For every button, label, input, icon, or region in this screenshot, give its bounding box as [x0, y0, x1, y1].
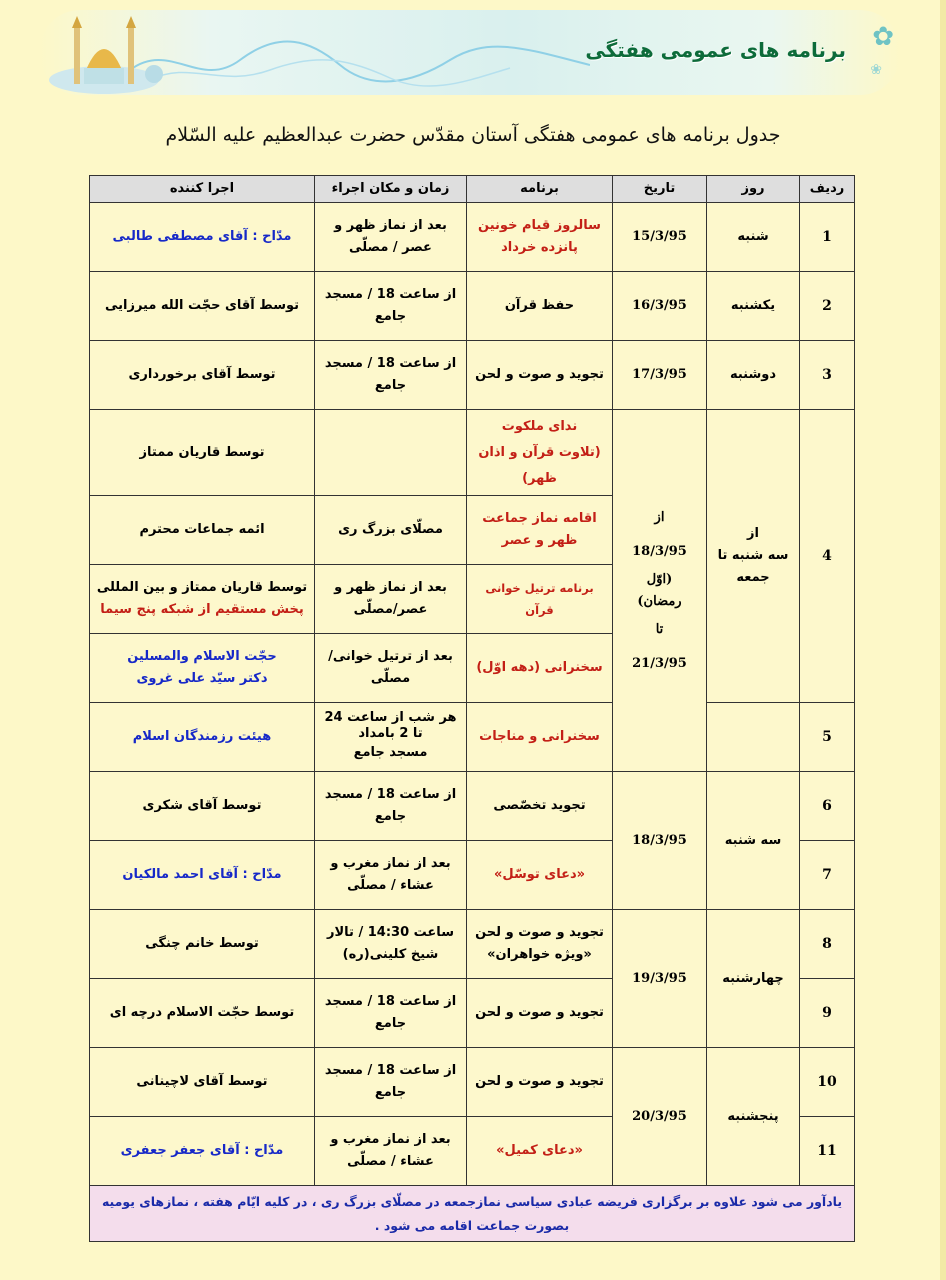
program-cell: تجوید و صوت و لحن: [467, 979, 613, 1048]
performer-line: توسط قاریان ممتاز و بین المللی: [96, 580, 308, 595]
row-number: 4: [800, 410, 855, 703]
row-number: 7: [800, 841, 855, 910]
time-place-cell: از ساعت 18 / مسجد جامع: [315, 341, 467, 410]
day-cell: یکشنبه: [707, 272, 800, 341]
program-line: ندای ملکوت: [501, 418, 578, 434]
performer-cell: ائمه جماعات محترم: [90, 496, 315, 565]
date-line: (اوّل: [646, 571, 673, 587]
date-cell: [613, 410, 707, 772]
row-number: 6: [800, 772, 855, 841]
footer-row: [90, 1186, 855, 1242]
day-cell: [707, 703, 800, 772]
date-line: 18/3/95: [632, 543, 687, 559]
performer-cell: مدّاح : آقای احمد مالکیان: [90, 841, 315, 910]
day-cell: چهارشنبه: [707, 910, 800, 1048]
performer-cell: مدّاح : آقای مصطفی طالبی: [90, 203, 315, 272]
time-line: هر شب از ساعت 24 تا 2 بامداد: [324, 710, 457, 741]
page-edge-stripe: [940, 0, 946, 1280]
row-number: 11: [800, 1117, 855, 1186]
footer-note: یادآور می شود علاوه بر برگزاری فریضه عبادی سیاسی نمازجمعه در مصلّای بزرگ ری ، در کلیه ایّام هفته ، نمازهای یومیه بصورت جماعت اقامه می شود .: [90, 1186, 855, 1242]
row-number: 10: [800, 1048, 855, 1117]
table-row: [90, 203, 855, 272]
time-place-cell: [315, 703, 467, 772]
program-cell: تجوید تخصّصی: [467, 772, 613, 841]
table-row: [90, 910, 855, 979]
table-row: [90, 410, 855, 496]
day-cell: دوشنبه: [707, 341, 800, 410]
decorative-swirl: [130, 30, 590, 90]
program-cell: تجوید و صوت و لحن: [467, 341, 613, 410]
day-line: از: [747, 526, 759, 541]
performer-cell: توسط خانم چنگی: [90, 910, 315, 979]
program-line: (تلاوت قرآن و اذان ظهر): [478, 444, 601, 486]
program-cell: «دعای توسّل»: [467, 841, 613, 910]
flower-ornament-icon: ✿: [872, 22, 894, 52]
date-cell: 19/3/95: [613, 910, 707, 1048]
time-place-cell: از ساعت 18 / مسجد جامع: [315, 979, 467, 1048]
time-place-cell: بعد از ترتیل خوانی/ مصلّی: [315, 634, 467, 703]
date-cell: 20/3/95: [613, 1048, 707, 1186]
program-cell: اقامه نماز جماعت ظهر و عصر: [467, 496, 613, 565]
broadcast-note: پخش مستقیم از شبکه پنج سیما: [100, 602, 304, 617]
date-cell: 16/3/95: [613, 272, 707, 341]
row-number: 9: [800, 979, 855, 1048]
header-rooz: روز: [707, 176, 800, 203]
program-cell: سخنرانی و مناجات: [467, 703, 613, 772]
performer-cell: توسط آقای شکری: [90, 772, 315, 841]
schedule-table: [89, 175, 855, 1242]
table-row: [90, 341, 855, 410]
date-cell: 17/3/95: [613, 341, 707, 410]
time-place-cell: از ساعت 18 / مسجد جامع: [315, 272, 467, 341]
row-number: 2: [800, 272, 855, 341]
table-row: [90, 772, 855, 841]
table-row: [90, 272, 855, 341]
header-radif: ردیف: [800, 176, 855, 203]
table-header-row: [90, 176, 855, 203]
date-cell: 15/3/95: [613, 203, 707, 272]
performer-cell: توسط آقای حجّت الله میرزایی: [90, 272, 315, 341]
day-line: سه شنبه تا: [717, 548, 789, 563]
row-number: 5: [800, 703, 855, 772]
performer-cell: [90, 634, 315, 703]
date-line: از: [654, 509, 665, 525]
date-line: 21/3/95: [632, 655, 687, 671]
program-cell: سالروز قیام خونین پانزده خرداد: [467, 203, 613, 272]
time-place-cell: از ساعت 18 / مسجد جامع: [315, 772, 467, 841]
performer-cell: مدّاح : آقای جعفر جعفری: [90, 1117, 315, 1186]
program-cell: [467, 410, 613, 496]
banner-title: برنامه های عمومی هفتگی: [585, 38, 846, 62]
program-cell: سخنرانی (دهه اوّل): [467, 634, 613, 703]
day-cell: پنجشنبه: [707, 1048, 800, 1186]
date-cell: 18/3/95: [613, 772, 707, 910]
row-number: 8: [800, 910, 855, 979]
performer-cell: توسط قاریان ممتاز: [90, 410, 315, 496]
day-cell: شنبه: [707, 203, 800, 272]
time-place-cell: از ساعت 18 / مسجد جامع: [315, 1048, 467, 1117]
date-line: تا: [655, 621, 664, 637]
performer-line: حجّت الاسلام والمسلین: [127, 649, 277, 664]
date-line: رمضان): [637, 593, 682, 609]
table-row: [90, 1048, 855, 1117]
row-number: 1: [800, 203, 855, 272]
time-place-cell: بعد از نماز ظهر و عصر / مصلّی: [315, 203, 467, 272]
time-place-cell: مصلّای بزرگ ری: [315, 496, 467, 565]
table-row: [90, 703, 855, 772]
program-cell: «دعای کمیل»: [467, 1117, 613, 1186]
program-cell: تجوید و صوت و لحن «ویژه خواهران»: [467, 910, 613, 979]
day-line: جمعه: [736, 570, 770, 585]
performer-cell: توسط آقای برخورداری: [90, 341, 315, 410]
day-cell: [707, 410, 800, 703]
day-cell: سه شنبه: [707, 772, 800, 910]
performer-cell: توسط حجّت الاسلام درچه ای: [90, 979, 315, 1048]
performer-cell: هیئت رزمندگان اسلام: [90, 703, 315, 772]
performer-cell: [90, 565, 315, 634]
small-flower-ornament-icon: ❀: [870, 62, 882, 78]
time-place-cell: بعد از نماز مغرب و عشاء / مصلّی: [315, 841, 467, 910]
header-tarikh: تاریخ: [613, 176, 707, 203]
row-number: 3: [800, 341, 855, 410]
time-place-cell: بعد از نماز ظهر و عصر/مصلّی: [315, 565, 467, 634]
header-ejra: اجرا کننده: [90, 176, 315, 203]
performer-line: دکتر سیّد علی غروی: [136, 671, 268, 686]
time-place-cell: بعد از نماز مغرب و عشاء / مصلّی: [315, 1117, 467, 1186]
program-cell: برنامه ترتیل خوانی قرآن: [467, 565, 613, 634]
program-cell: حفظ قرآن: [467, 272, 613, 341]
header-barname: برنامه: [467, 176, 613, 203]
time-place-cell: ساعت 14:30 / تالار شیخ کلینی(ره): [315, 910, 467, 979]
time-place-cell: [315, 410, 467, 496]
time-line: مسجد جامع: [353, 745, 428, 760]
performer-cell: توسط آقای لاچینانی: [90, 1048, 315, 1117]
mosque-illustration: [44, 10, 174, 95]
page-title: جدول برنامه های عمومی هفتگی آستان مقدّس حضرت عبدالعظیم علیه السّلام: [165, 124, 781, 146]
header-zaman: زمان و مکان اجراء: [315, 176, 467, 203]
program-cell: تجوید و صوت و لحن: [467, 1048, 613, 1117]
